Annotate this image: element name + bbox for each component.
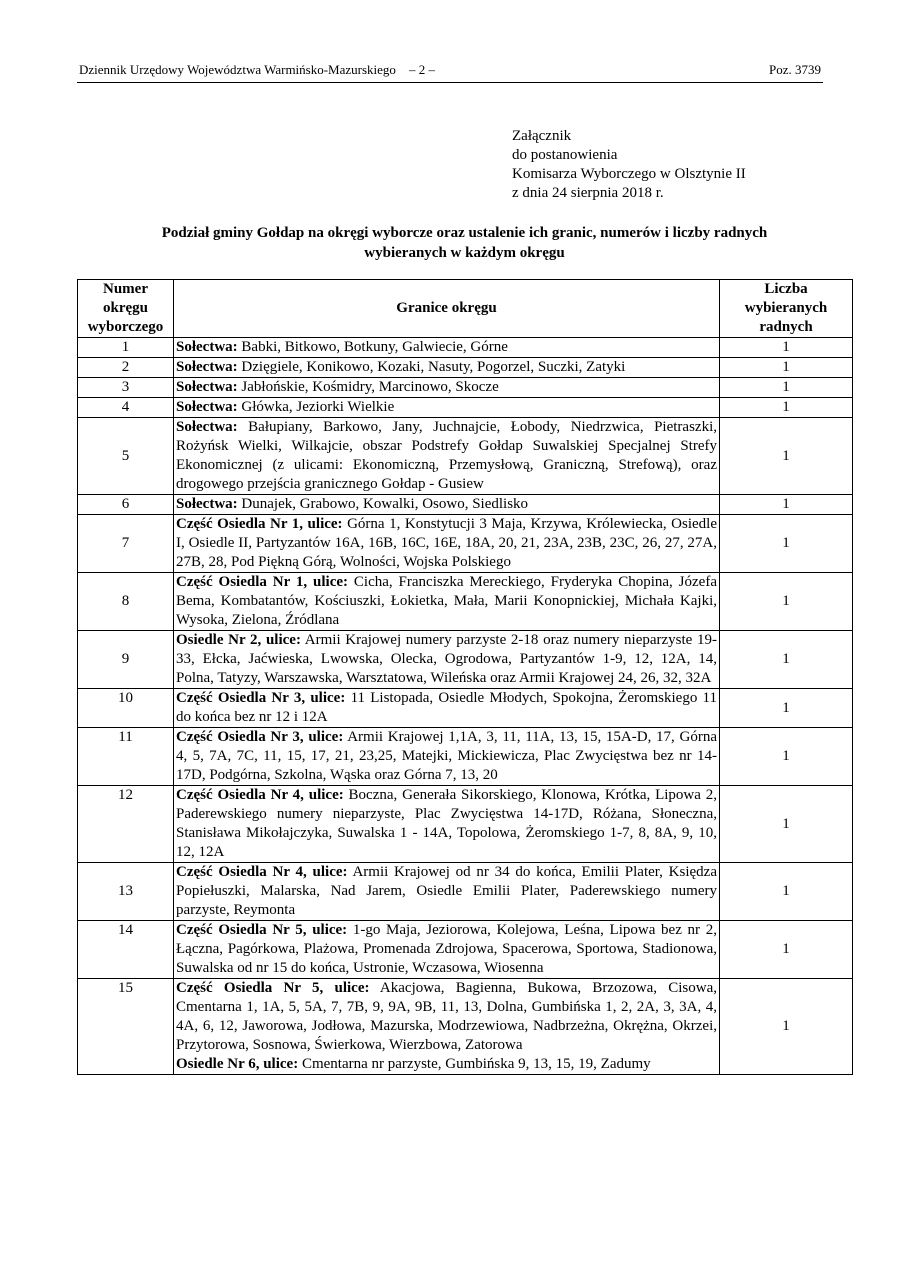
district-bounds [174, 689, 720, 728]
district-number: 7 [78, 515, 174, 573]
councillors-count: 1 [720, 515, 853, 573]
bounds-text: Armii Krajowej numery parzyste 2-18 oraz numery nieparzyste 19-33, Ełcka, Jaćwieska, Lwowska, Olecka, Ogrodowa, Partyzantów 1-9, 12, 12A, 14, Polna, Tatyzy, Warszawska, Warsztatowa, Wileńska oraz Armii Krajowej 24, 26, 32, 32A [176, 632, 717, 686]
bounds-label: Część Osiedla Nr 3, ulice: [176, 690, 346, 706]
district-bounds [174, 418, 720, 495]
title-line: Podział gminy Gołdap na okręgi wyborcze oraz ustalenie ich granic, numerów i liczby radnych [161, 225, 768, 241]
councillors-count: 1 [720, 573, 853, 631]
bounds-block [176, 1055, 717, 1074]
bounds-block [176, 631, 717, 688]
bounds-block [176, 728, 717, 785]
bounds-label: Część Osiedla Nr 4, ulice: [176, 864, 348, 880]
table-row [78, 786, 853, 863]
councillors-count: 1 [720, 979, 853, 1075]
bounds-text: Boczna, Generała Sikorskiego, Klonowa, Krótka, Lipowa 2, Paderewskiego numery nieparzyste, Plac Zwycięstwa 14-17D, Różana, Słoneczna, Stanisława Mikołajczyka, Suwalska 1 - 14A, Topolowa, Żeromskiego 1-7, 8, 8A, 9, 10, 12, 12A [176, 787, 717, 860]
bounds-label: Osiedle Nr 6, ulice: [176, 1056, 299, 1072]
table-row [78, 495, 853, 515]
district-bounds [174, 979, 720, 1075]
bounds-text: Bałupiany, Barkowo, Jany, Juchnajcie, Łobody, Niedrzwica, Pietraszki, Rożyńsk Wielki, Wilkajcie, obszar Podstrefy Gołdap Suwalskiej Specjalnej Strefy Ekonomicznej (z ulicami: Ekonomiczną, Przemysłową, Graniczną, Strefową), oraz drogowego przejścia granicznego Gołdap - Gusiew [176, 419, 717, 492]
table-row [78, 689, 853, 728]
bounds-block [176, 689, 717, 727]
district-number: 11 [78, 728, 174, 786]
bounds-label: Część Osiedla Nr 4, ulice: [176, 787, 344, 803]
table-row [78, 863, 853, 921]
attachment-line: z dnia 24 sierpnia 2018 r. [512, 185, 664, 201]
councillors-count: 1 [720, 338, 853, 358]
bounds-label: Część Osiedla Nr 1, ulice: [176, 574, 349, 590]
districts-table [77, 279, 853, 1075]
district-bounds [174, 398, 720, 418]
bounds-text: Armii Krajowej od nr 34 do końca, Emilii Plater, Księdza Popiełuszki, Malarska, Nad Jarem, Osiedle Emilii Plater, Paderewskiego numery parzyste, Reymonta [176, 864, 717, 918]
district-bounds [174, 338, 720, 358]
table-row [78, 515, 853, 573]
district-bounds [174, 495, 720, 515]
bounds-text: Cicha, Franciszka Mereckiego, Fryderyka Chopina, Józefa Bema, Kombatantów, Kościuszki, Łokietka, Mała, Marii Konopnickiej, Michała Kajki, Wysoka, Zielona, Źródlana [176, 574, 717, 628]
district-bounds [174, 378, 720, 398]
district-bounds [174, 863, 720, 921]
district-bounds [174, 358, 720, 378]
district-number: 10 [78, 689, 174, 728]
bounds-text: Dzięgiele, Konikowo, Kozaki, Nasuty, Pogorzel, Suczki, Zatyki [237, 359, 626, 375]
table-row [78, 418, 853, 495]
bounds-label: Sołectwa: [176, 399, 238, 415]
table-row [78, 573, 853, 631]
councillors-count: 1 [720, 728, 853, 786]
district-number: 4 [78, 398, 174, 418]
page-number: – 2 – [408, 62, 435, 77]
bounds-block [176, 495, 717, 514]
bounds-text: Górna 1, Konstytucji 3 Maja, Krzywa, Królewiecka, Osiedle I, Osiedle II, Partyzantów 16A, 16B, 16C, 16E, 18A, 20, 21, 23A, 23B, 23C, 26, 27, 27A, 27B, 28, Pod Piękną Górą, Wolności, Wojska Polskiego [176, 516, 717, 570]
district-number: 12 [78, 786, 174, 863]
table-row [78, 979, 853, 1075]
bounds-block [176, 378, 717, 397]
bounds-block [176, 786, 717, 862]
bounds-text: Akacjowa, Bagienna, Bukowa, Brzozowa, Cisowa, Cmentarna 1, 1A, 5, 5A, 7, 7B, 9, 9A, 9B, 11, 13, Dolna, Gumbińska 1, 2, 2A, 3, 3A, 4, 4A, 6, 12, Jaworowa, Jodłowa, Mazurska, Modrzewiowa, Nadbrzeżna, Okrężna, Okrzei, Przytorowa, Sosnowa, Świerkowa, Wierzbowa, Zatorowa [176, 980, 717, 1053]
bounds-text: Główka, Jeziorki Wielkie [237, 399, 395, 415]
district-number: 6 [78, 495, 174, 515]
header-bounds: Granice okręgu [174, 280, 720, 338]
table-row [78, 921, 853, 979]
bounds-text: Dunajek, Grabowo, Kowalki, Osowo, Siedlisko [237, 496, 529, 512]
attachment-line: Komisarza Wyborczego w Olsztynie II [512, 166, 746, 182]
district-bounds [174, 631, 720, 689]
district-number: 15 [78, 979, 174, 1075]
councillors-count: 1 [720, 495, 853, 515]
table-row [78, 631, 853, 689]
bounds-label: Sołectwa: [176, 359, 238, 375]
councillors-count: 1 [720, 378, 853, 398]
councillors-count: 1 [720, 398, 853, 418]
bounds-block [176, 418, 717, 494]
header-number: Numer okręgu wyborczego [78, 280, 174, 338]
district-number: 14 [78, 921, 174, 979]
document-title [77, 223, 852, 263]
bounds-text: 1-go Maja, Jeziorowa, Kolejowa, Leśna, Lipowa bez nr 2, Łączna, Pagórkowa, Plażowa, Promenada Zdrojowa, Spacerowa, Sportowa, Stadionowa, Suwalska od nr 15 do końca, Ustronie, Wczasowa, Wiosenna [176, 922, 717, 976]
attachment-note [512, 127, 746, 203]
bounds-block [176, 863, 717, 920]
district-number: 3 [78, 378, 174, 398]
journal-title: Dziennik Urzędowy Województwa Warmińsko-Mazurskiego – 2 – [79, 62, 435, 77]
district-number: 2 [78, 358, 174, 378]
district-number: 5 [78, 418, 174, 495]
table-row [78, 728, 853, 786]
page-header [77, 60, 823, 83]
district-bounds [174, 515, 720, 573]
position-number: Poz. 3739 [769, 62, 821, 77]
bounds-block [176, 358, 717, 377]
councillors-count: 1 [720, 631, 853, 689]
councillors-count: 1 [720, 786, 853, 863]
district-number: 8 [78, 573, 174, 631]
bounds-label: Sołectwa: [176, 379, 238, 395]
bounds-label: Osiedle Nr 2, ulice: [176, 632, 301, 648]
bounds-text: Babki, Bitkowo, Botkuny, Galwiecie, Górne [237, 339, 508, 355]
table-header-row [78, 280, 853, 338]
bounds-text: Armii Krajowej 1,1A, 3, 11, 11A, 13, 15, 15A-D, 17, Górna 4, 5, 7A, 7C, 11, 15, 17, 21, 23,25, Matejki, Mickiewicza, Plac Zwycięstwa bez nr 14-17D, Podgórna, Szkolna, Wąska oraz Górna 7, 13, 20 [176, 729, 717, 783]
councillors-count: 1 [720, 921, 853, 979]
bounds-label: Sołectwa: [176, 419, 238, 435]
councillors-count: 1 [720, 418, 853, 495]
bounds-label: Część Osiedla Nr 1, ulice: [176, 516, 343, 532]
bounds-label: Część Osiedla Nr 5, ulice: [176, 922, 348, 938]
bounds-label: Część Osiedla Nr 3, ulice: [176, 729, 344, 745]
bounds-text: Cmentarna nr parzyste, Gumbińska 9, 13, 15, 19, Zadumy [298, 1056, 651, 1072]
bounds-block [176, 515, 717, 572]
district-number: 1 [78, 338, 174, 358]
bounds-text: 11 Listopada, Osiedle Młodych, Spokojna, Żeromskiego 11 do końca bez nr 12 i 12A [176, 690, 717, 725]
attachment-line: do postanowienia [512, 147, 618, 163]
table-row [78, 358, 853, 378]
title-line: wybieranych w każdym okręgu [364, 245, 565, 261]
district-bounds [174, 728, 720, 786]
councillors-count: 1 [720, 358, 853, 378]
district-bounds [174, 573, 720, 631]
district-bounds [174, 786, 720, 863]
bounds-block [176, 573, 717, 630]
header-count: Liczba wybieranych radnych [720, 280, 853, 338]
bounds-label: Sołectwa: [176, 339, 238, 355]
table-row [78, 338, 853, 358]
bounds-block [176, 398, 717, 417]
bounds-label: Sołectwa: [176, 496, 238, 512]
district-bounds [174, 921, 720, 979]
councillors-count: 1 [720, 689, 853, 728]
councillors-count: 1 [720, 863, 853, 921]
bounds-block [176, 979, 717, 1055]
table-row [78, 378, 853, 398]
bounds-label: Część Osiedla Nr 5, ulice: [176, 980, 370, 996]
bounds-block [176, 338, 717, 357]
table-row [78, 398, 853, 418]
district-number: 9 [78, 631, 174, 689]
bounds-text: Jabłońskie, Kośmidry, Marcinowo, Skocze [237, 379, 499, 395]
district-number: 13 [78, 863, 174, 921]
attachment-line: Załącznik [512, 128, 572, 144]
bounds-block [176, 921, 717, 978]
